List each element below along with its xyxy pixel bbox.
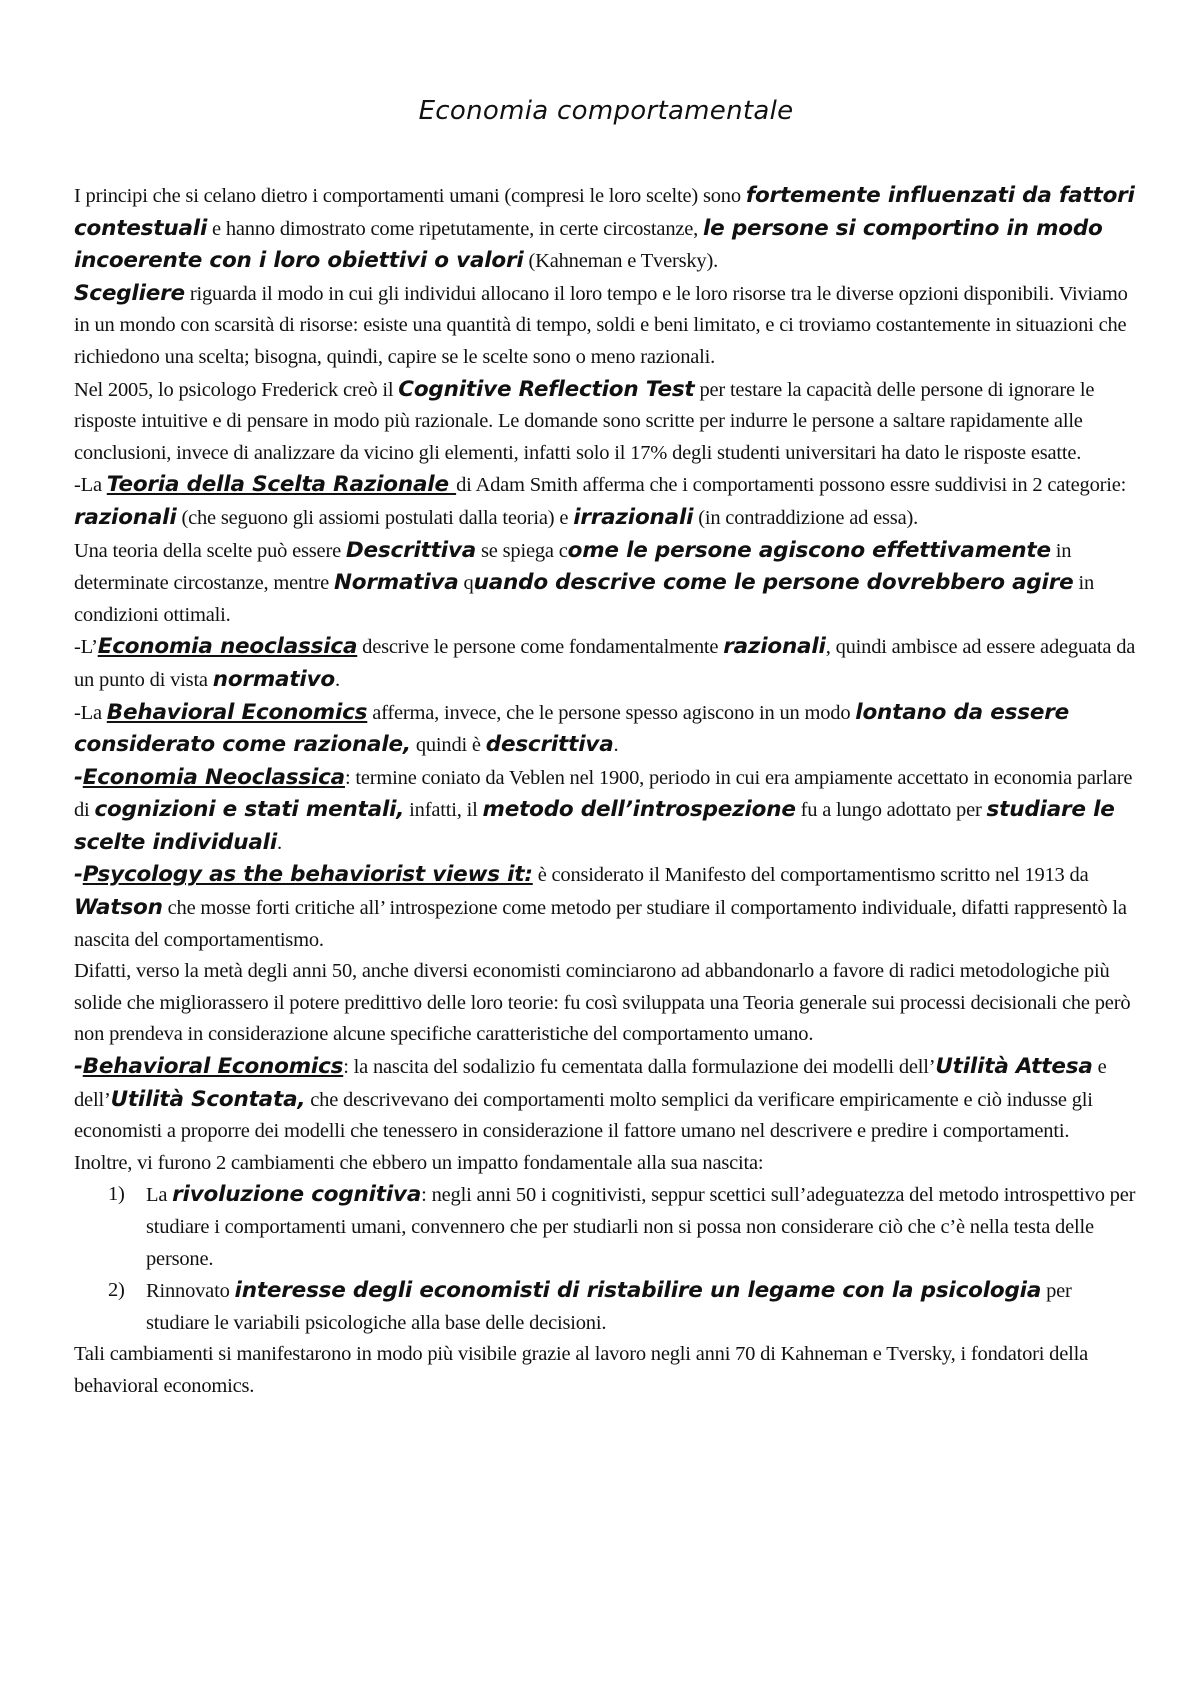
emphasis-text: Utilità Scontata,: [110, 1086, 306, 1112]
text-run: q: [458, 572, 474, 595]
paragraph-neoclassica-veblen: [74, 762, 1138, 860]
text-run: afferma, invece, che le persone spesso agiscono in un modo: [367, 701, 856, 724]
text-run: -La: [74, 474, 107, 497]
list-item: [108, 1179, 1138, 1275]
paragraph-crt: [74, 374, 1138, 470]
emphasis-text: le persone si comportino in modo incoerente con i loro obiettivi o valori: [74, 215, 1103, 274]
text-run: Nel 2005, lo psicologo Frederick creò il: [74, 378, 399, 401]
paragraph-conclusione: Tali cambiamenti si manifestarono in modo più visibile grazie al lavoro negli anni 70 di Kahneman e Tversky, i fondatori della behavioral economics.: [74, 1343, 1089, 1397]
paragraph-scegliere: [74, 278, 1138, 374]
list-number: 1): [108, 1183, 125, 1206]
emphasis-text: Cognitive Reflection Test: [398, 376, 695, 402]
emphasis-text: Psycology as the behaviorist views it:: [82, 862, 533, 888]
emphasis-text: irrazionali: [573, 504, 694, 530]
document-title: Economia comportamentale: [418, 96, 794, 126]
emphasis-text: Utilità Attesa: [935, 1054, 1093, 1080]
emphasis-text: fortemente influenzati da fattori contestuali: [74, 183, 1135, 241]
emphasis-text: Economia Neoclassica: [82, 764, 345, 790]
emphasis-text: razionali: [74, 504, 177, 530]
text-run: (in contraddizione ad essa).: [693, 506, 919, 529]
text-run: di Adam Smith afferma che i comportamenti possono essre suddivisi in 2 categorie:: [456, 474, 1127, 497]
paragraph-economia-neoclassica: [74, 631, 1138, 696]
emphasis-text: Normativa: [333, 570, 459, 596]
paragraph-watson: [74, 859, 1138, 956]
emphasis-text: metodo dell’introspezione: [482, 797, 796, 823]
text-run: quindi è: [410, 734, 486, 757]
emphasis-text: lontano da essere considerato come razionale,: [74, 699, 1070, 758]
paragraph-descrittiva-normativa: [74, 535, 1138, 632]
paragraph-anni-50: Difatti, verso la metà degli anni 50, anche diversi economisti cominciarono ad abbandonarlo a favore di radici metodologiche più solide che migliorassero il potere predittivo delle loro teorie: fu così sviluppata una Teoria generale sui processi decisionali che però non prendeva in considerazione alcune specifiche caratteristiche del comportamento umano.: [74, 960, 1131, 1046]
text-run: I principi che si celano dietro i comportamenti umani (compresi le loro scelte) sono: [74, 185, 746, 207]
paragraph-scelta-razionale: [74, 469, 1138, 534]
emphasis-text: razionali: [723, 634, 826, 660]
text-run: se spiega c: [476, 539, 568, 562]
list-number: 2): [108, 1279, 125, 1302]
emphasis-text: ome le persone agiscono effettivamente: [567, 537, 1051, 563]
text-run: che mosse forti critiche all’ introspezione come metodo per studiare il comportamento individuale, difatti rappresentò la nascita del comportamentismo.: [74, 897, 1127, 951]
emphasis-text: Behavioral Economics: [82, 1054, 344, 1080]
emphasis-text: Behavioral Economics: [106, 699, 368, 725]
text-run: fu a lungo adottato per: [795, 799, 987, 822]
text-run: Una teoria della scelte può essere: [74, 539, 346, 562]
text-run: infatti, il: [404, 799, 483, 822]
paragraph-behavioral-economics: [74, 697, 1138, 762]
text-run: -: [74, 862, 83, 888]
paragraph-cambiamenti: Inoltre, vi furono 2 cambiamenti che ebbero un impatto fondamentale alla sua nascita:: [74, 1151, 764, 1174]
text-run: è considerato il Manifesto del comportamentismo scritto nel 1913 da: [532, 864, 1089, 887]
text-run: per testare la capacità delle persone di ignorare le risposte intuitive e di pensare in modo più razionale. Le domande sono scritte per indurre le persone a saltare rapidamente alle conclusioni, invece di analizzare da vicino gli elementi, infatti solo il 17% degli studenti universitari ha dato le risposte esatte.: [74, 378, 1095, 464]
emphasis-text: descrittiva: [485, 732, 614, 758]
text-run: (Kahneman e Tversky).: [523, 250, 719, 273]
emphasis-text: Teoria della Scelta Razionale: [106, 472, 457, 498]
paragraph-utilita: [74, 1051, 1138, 1148]
text-run: : termine coniato da Veblen nel 1900, periodo in cui era ampiamente accettato in economia parlare di: [74, 766, 1133, 822]
emphasis-text: normativo: [212, 666, 335, 692]
text-run: : negli anni 50 i cognitivisti, seppur scettici sull’adeguatezza del metodo introspettivo per studiare i comportamenti umani, convennero che per studiarli non si possa non considerare ciò che c’è nella testa delle persone.: [146, 1184, 1136, 1270]
text-run: in determinate circostanze, mentre: [74, 539, 1072, 595]
text-run: .: [335, 668, 340, 691]
text-run: -: [74, 1054, 83, 1080]
emphasis-text: interesse degli economisti di ristabilire un legame con la psicologia: [234, 1278, 1042, 1304]
emphasis-text: rivoluzione cognitiva: [172, 1182, 422, 1208]
text-run: La: [146, 1184, 173, 1207]
text-run: : la nascita del sodalizio fu cementata dalla formulazione dei modelli dell’: [343, 1056, 936, 1079]
text-run: per studiare le variabili psicologiche alla base delle decisioni.: [146, 1280, 1072, 1334]
text-run: (che seguono gli assiomi postulati dalla teoria) e: [176, 506, 574, 529]
text-run: e hanno dimostrato come ripetutamente, in certe circostanze,: [207, 217, 704, 240]
emphasis-text: Economia neoclassica: [97, 634, 358, 660]
emphasis-text: Watson: [74, 895, 163, 921]
paragraph-intro: [74, 180, 1138, 278]
text-run: Rinnovato: [146, 1280, 235, 1303]
text-run: -L’: [74, 636, 98, 659]
text-run: , quindi ambisce ad essere adeguata da un punto di vista: [74, 636, 1136, 691]
text-run: che descrivevano dei comportamenti molto semplici da verificare empiricamente e ciò indusse gli economisti a proporre dei modelli che tenessero in considerazione il fattore umano nel descrivere e predire i comportamenti.: [74, 1088, 1093, 1143]
text-run: .: [277, 831, 282, 854]
text-run: -La: [74, 701, 107, 724]
text-run: riguarda il modo in cui gli individui allocano il loro tempo e le loro risorse tra le diverse opzioni disponibili. Viviamo in un mondo con scarsità di risorse: esiste una quantità di tempo, soldi e beni limitato, e ci troviamo costantemente in situazioni che richiedono una scelta; bisogna, quindi, capire se le scelte sono o meno razionali.: [74, 282, 1128, 368]
changes-list: [74, 1179, 1138, 1339]
emphasis-text: Scegliere: [74, 280, 185, 306]
list-item: [108, 1275, 1138, 1339]
text-run: in condizioni ottimali.: [74, 572, 1095, 626]
emphasis-text: cognizioni e stati mentali,: [94, 797, 405, 823]
text-run: -: [74, 764, 83, 790]
text-run: e dell’: [74, 1056, 1107, 1111]
emphasis-text: Descrittiva: [345, 537, 477, 563]
document-body: [74, 180, 1138, 1403]
emphasis-text: studiare le scelte individuali: [74, 797, 1115, 855]
emphasis-text: uando descrive come le persone dovrebbero agire: [473, 570, 1074, 596]
text-run: descrive le persone come fondamentalmente: [357, 636, 724, 659]
text-run: .: [613, 734, 619, 757]
